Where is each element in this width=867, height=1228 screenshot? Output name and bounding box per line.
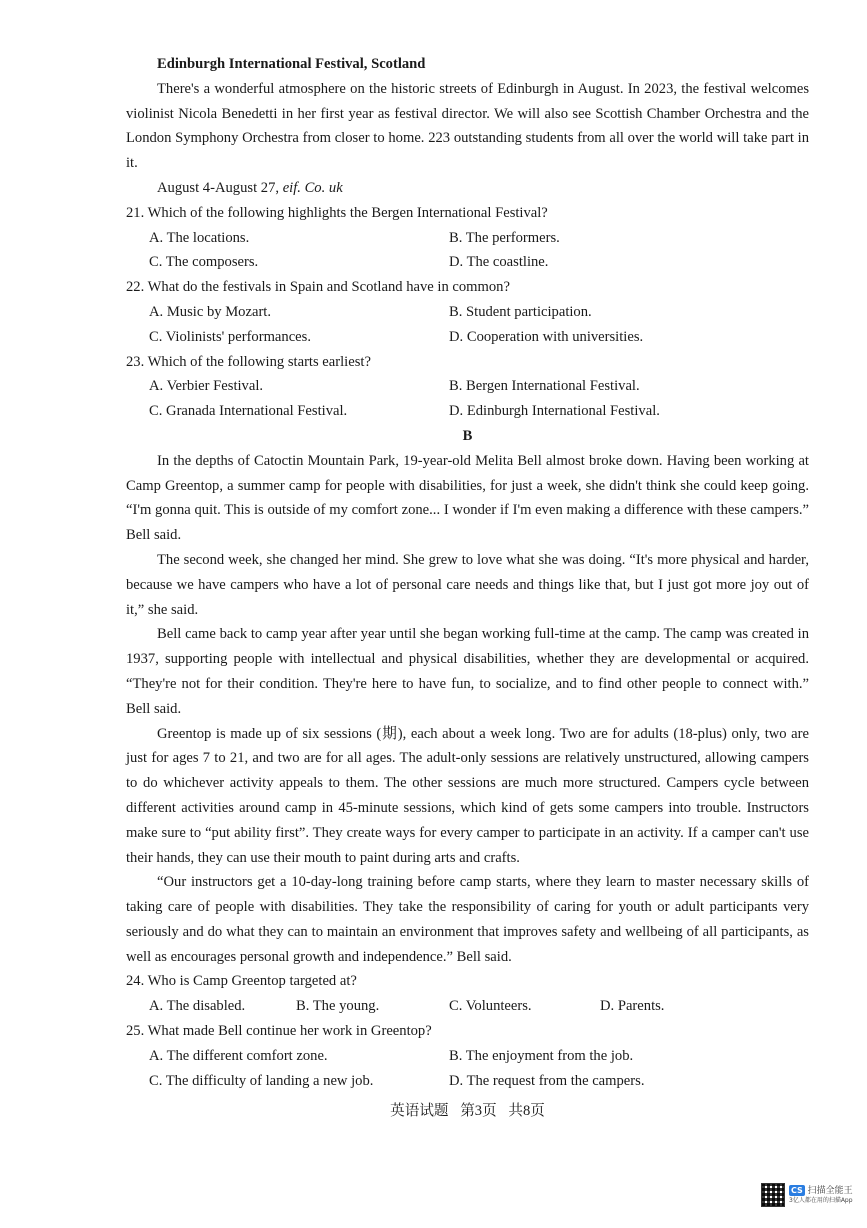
festival-info	[157, 176, 809, 201]
option-d: D. Edinburgh International Festival.	[449, 403, 660, 420]
page-footer	[126, 1099, 809, 1124]
question-21	[126, 201, 809, 275]
option-c: C. Volunteers.	[449, 998, 532, 1015]
question-23	[126, 350, 809, 424]
scanner-label: 扫描全能王	[807, 1186, 853, 1196]
option-a: A. The disabled.	[149, 998, 246, 1015]
footer-subject: 英语试题	[390, 1103, 449, 1120]
option-c: C. Granada International Festival.	[149, 403, 348, 420]
option-b: B. Bergen International Festival.	[449, 378, 640, 395]
section-letter: B	[462, 427, 473, 444]
option-d: D. Cooperation with universities.	[449, 328, 644, 345]
festival-body: There's a wonderful atmosphere on the historic streets of Edinburgh in August. In 2023, the festival welcomes violinist Nicola Benedetti in her first year as festival director. We will also see Scottish Chamber Orchestra and the London Symphony Orchestra from closer to home. 223 outstanding students from all over the world will take part in it.	[126, 80, 809, 172]
question-stem: 25. What made Bell continue her work in Greentop?	[126, 1023, 432, 1040]
festival-heading: Edinburgh International Festival, Scotland	[157, 56, 426, 72]
passage-paragraph: Greentop is made up of six sessions (期), each about a week long. Two are for adults (18-plus) only, two are just for ages 7 to 21, and two are for all ages. The adult-only sessions are relatively unstructured, allowing campers to do whichever activity appeals to them. The other sessions are much more structured. Campers cycle between different activities around camp in 45-minute sessions, which kind of gets some campers into trouble. Instructors make sure to “put ability first”. They create ways for every camper to participate in an activity. If a camper can't use their hands, they can use their mouth to paint during arts and crafts.	[126, 725, 809, 866]
option-b: B. The enjoyment from the job.	[449, 1047, 634, 1064]
footer-total: 共8页	[508, 1103, 545, 1120]
question-stem: 23. Which of the following starts earliest?	[126, 353, 371, 370]
option-c: C. Violinists' performances.	[149, 328, 311, 345]
festival-website: eif. Co. uk	[282, 179, 343, 196]
scanner-sub: 3亿人都在用的扫描App	[789, 1197, 853, 1204]
question-stem: 24. Who is Camp Greentop targeted at?	[126, 973, 357, 990]
option-a: A. Verbier Festival.	[149, 378, 264, 395]
option-d: D. The request from the campers.	[449, 1072, 645, 1089]
exam-page	[126, 52, 809, 1124]
option-a: A. The different comfort zone.	[149, 1047, 328, 1064]
option-d: D. The coastline.	[449, 254, 549, 271]
option-b: B. The performers.	[449, 229, 560, 246]
option-a: A. The locations.	[149, 229, 250, 246]
question-22	[126, 275, 809, 349]
question-25	[126, 1019, 809, 1093]
option-d: D. Parents.	[600, 998, 665, 1015]
question-stem: 22. What do the festivals in Spain and Scotland have in common?	[126, 279, 510, 296]
question-stem: 21. Which of the following highlights the Bergen International Festival?	[126, 204, 548, 221]
option-c: C. The difficulty of landing a new job.	[149, 1072, 374, 1089]
question-24	[126, 969, 809, 1019]
qr-code-icon	[761, 1183, 785, 1207]
footer-page: 第3页	[460, 1103, 497, 1120]
passage-paragraph: Bell came back to camp year after year until she began working full-time at the camp. The camp was created in 1937, supporting people with intellectual and physical disabilities, whether they are developmental or acquired. “They're not for their condition. They're here to have fun, to socialize, and to find other people to connect with.” Bell said.	[126, 626, 809, 717]
festival-dates: August 4-August 27,	[157, 179, 280, 196]
option-b: B. The young.	[296, 998, 380, 1015]
option-b: B. Student participation.	[449, 303, 592, 320]
passage-paragraph: “Our instructors get a 10-day-long training before camp starts, where they learn to master necessary skills of taking care of people with disabilities. They take the responsibility of caring for youth or adult participants very seriously and do what they can to maintain an environment that improves safety and wellbeing of all participants, as well as encourages personal growth and independence.” Bell said.	[126, 874, 809, 965]
option-a: A. Music by Mozart.	[149, 303, 272, 320]
passage-paragraph: In the depths of Catoctin Mountain Park, 19-year-old Melita Bell almost broke down. Having been working at Camp Greentop, a summer camp for people with disabilities, for just a week, she didn't think she could keep going. “I'm gonna quit. This is outside of my comfort zone... I wonder if I'm even making a difference with these campers.” Bell said.	[126, 452, 809, 544]
camscanner-logo: CS	[791, 1186, 803, 1195]
scanner-watermark	[761, 1178, 853, 1212]
option-c: C. The composers.	[149, 254, 259, 271]
passage-paragraph: The second week, she changed her mind. She grew to love what she was doing. “It's more physical and harder, because we have campers who have a lot of personal care needs and things like that, but I just got more joy out of it,” she said.	[126, 551, 809, 618]
